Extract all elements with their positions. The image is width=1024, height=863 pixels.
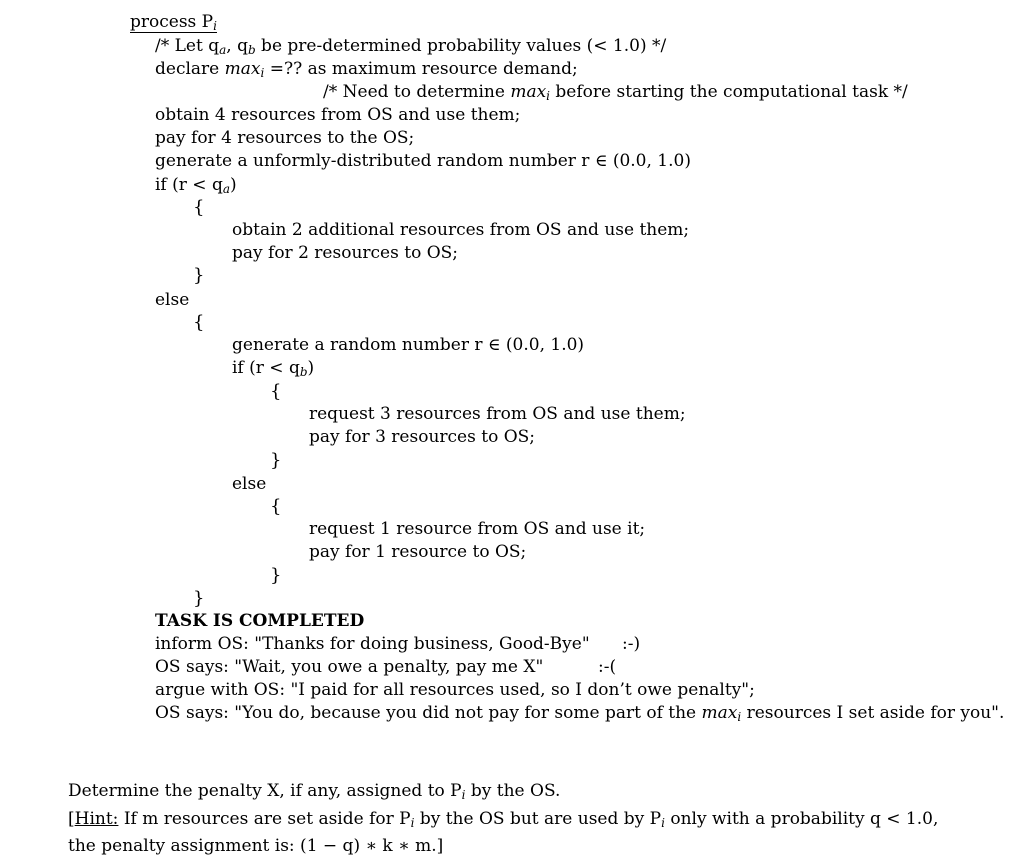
- question-line: Determine the penalty X, if any, assigned to $P_i$ by the OS.: [68, 781, 561, 802]
- process-header: process $P_i$: [130, 12, 217, 33]
- generate-line: generate a unformly-distributed random number r ∈ (0.0, 1.0): [155, 151, 691, 171]
- comment-need: /* Need to determine $\max_i$ before starting the computational task */: [323, 82, 908, 103]
- declare-line: declare $\max_i$ =?? as maximum resource demand;: [155, 59, 578, 80]
- pay-3-line: pay for 3 resources to OS;: [309, 427, 536, 447]
- inform-os-line: inform OS: "Thanks for doing business, Good-Bye": [155, 634, 590, 654]
- hint-line-2: the penalty assignment is: (1 − q) ∗ k ∗ m.]: [68, 836, 444, 856]
- request-1-line: request 1 resource from OS and use it;: [309, 519, 646, 539]
- else-1: else: [155, 290, 190, 310]
- if-qa-line: if $(r < q_a)$: [155, 175, 237, 196]
- smile-emote: :-): [622, 634, 641, 654]
- brace-open-4: {: [270, 496, 282, 517]
- brace-close-4: }: [270, 565, 282, 586]
- obtain-2-line: obtain 2 additional resources from OS and use them;: [232, 220, 690, 240]
- os-says-you-do-line: OS says: "You do, because you did not pay for some part of the $\max_i$ resources I set aside for you".: [155, 703, 1005, 724]
- brace-close-3: }: [270, 450, 282, 471]
- pay-4-line: pay for 4 resources to the OS;: [155, 128, 415, 148]
- pay-2-line: pay for 2 resources to OS;: [232, 243, 459, 263]
- brace-open-2: {: [193, 312, 205, 333]
- obtain-4-line: obtain 4 resources from OS and use them;: [155, 105, 521, 125]
- brace-open-3: {: [270, 381, 282, 402]
- task-completed-heading: TASK IS COMPLETED: [155, 611, 365, 631]
- argue-line: argue with OS: "I paid for all resources used, so I don’t owe penalty";: [155, 680, 755, 700]
- hint-line-1: [Hint: If m resources are set aside for $P_i$ by the OS but are used by $P_i$ only with a probability q < 1.0,: [68, 809, 939, 830]
- os-says-wait-line: OS says: "Wait, you owe a penalty, pay me X": [155, 657, 544, 677]
- hint-label: Hint:: [74, 809, 119, 829]
- comment-let: /* Let $q_a$, $q_b$ be pre-determined probability values (< 1.0) */: [155, 36, 667, 57]
- brace-close-1: }: [193, 265, 205, 286]
- request-3-line: request 3 resources from OS and use them;: [309, 404, 686, 424]
- brace-open-1: {: [193, 197, 205, 218]
- if-qb-line: if $(r < q_b)$: [232, 358, 315, 379]
- pay-1-line: pay for 1 resource to OS;: [309, 542, 527, 562]
- frown-emote: :-(: [598, 657, 617, 677]
- brace-close-2: }: [193, 588, 205, 609]
- else-2: else: [232, 474, 267, 494]
- generate-random-line: generate a random number r ∈ (0.0, 1.0): [232, 335, 585, 355]
